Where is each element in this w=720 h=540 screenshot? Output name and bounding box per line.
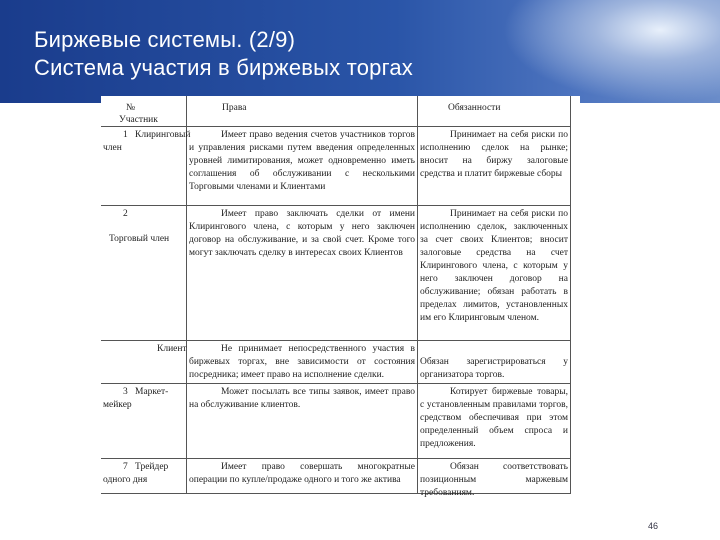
row-3-duties: Обязан зарегистрироваться у организатора торгов. (420, 357, 568, 380)
row-3-rights: Не принимает непосредственного участия в биржевых торгах, вне зависимости от состояния посредника; имеет право на исполнение сделки. (189, 344, 415, 380)
col-divider (186, 96, 187, 494)
title-line-1: Биржевые системы. (2/9) (34, 27, 296, 52)
row-2-number: 2 (123, 209, 128, 219)
row-4-participant: Маркет-мейкер (103, 387, 169, 410)
page-number: 46 (648, 521, 659, 531)
row-1-rights: Имеет право ведения счетов участников торгов и управления рисками путем введения определенных уровней лимитирования, может одновременно иметь соглашения об обслуживании с несколькими Торговыми членами и Клиентами (189, 130, 415, 192)
row-5-number: 7 (123, 462, 128, 472)
row-2-participant: Торговый член (109, 234, 170, 244)
slide-header (0, 0, 720, 103)
document-table (101, 96, 580, 516)
row-1-duties: Принимает на себя риски по исполнению сделок на рынке; вносит на биржу залоговые средства и платит биржевые сборы (420, 130, 568, 179)
row-5-duties: Обязан соответствовать позиционным маржевым требованиям. (420, 462, 568, 498)
header-participant: Участник (119, 115, 158, 125)
row-2-duties: Принимает на себя риски по исполнению сделок, заключенных за счет своих Клиентов; вносит залоговые средства на счет Клирингового члена, с которым у него заключен договор на обслуживание; обязан работать в пределах лимитов, установленных им его Клиринговым членом. (420, 209, 568, 323)
title-line-2: Система участия в биржевых торгах (34, 55, 413, 80)
header-duties: Обязанности (448, 103, 501, 113)
row-2-rights: Имеет право заключать сделки от имени Клирингового члена, с которым у него заключен договор на обслуживание, и за свой счет. Кроме того могут заключать сделку в интересах своих Клиентов (189, 209, 415, 258)
row-5-participant: Трейдер одного дня (103, 462, 169, 485)
col-divider (417, 96, 418, 494)
row-4-number: 3 (123, 387, 128, 397)
row-divider (101, 458, 570, 459)
header-number: № (126, 103, 136, 113)
header-rights: Права (222, 103, 247, 113)
col-divider (570, 96, 571, 494)
row-4-duties: Котирует биржевые товары, с установленным правилами торгов, средством обеспечивая при этом определенный объем спроса и предложения. (420, 387, 568, 449)
row-divider (101, 205, 570, 206)
row-1-number: 1 (123, 130, 128, 140)
row-divider (101, 383, 570, 384)
row-divider (101, 340, 570, 341)
row-divider (101, 126, 570, 127)
row-1-participant: Клиринговый член (103, 130, 191, 153)
row-3-participant: Клиент (157, 344, 187, 354)
slide-title (34, 26, 413, 82)
row-5-rights: Имеет право совершать многократные операции по купле/продаже одного и того же актива (189, 462, 415, 485)
row-4-rights: Может посылать все типы заявок, имеет право на обслуживание клиентов. (189, 387, 415, 410)
